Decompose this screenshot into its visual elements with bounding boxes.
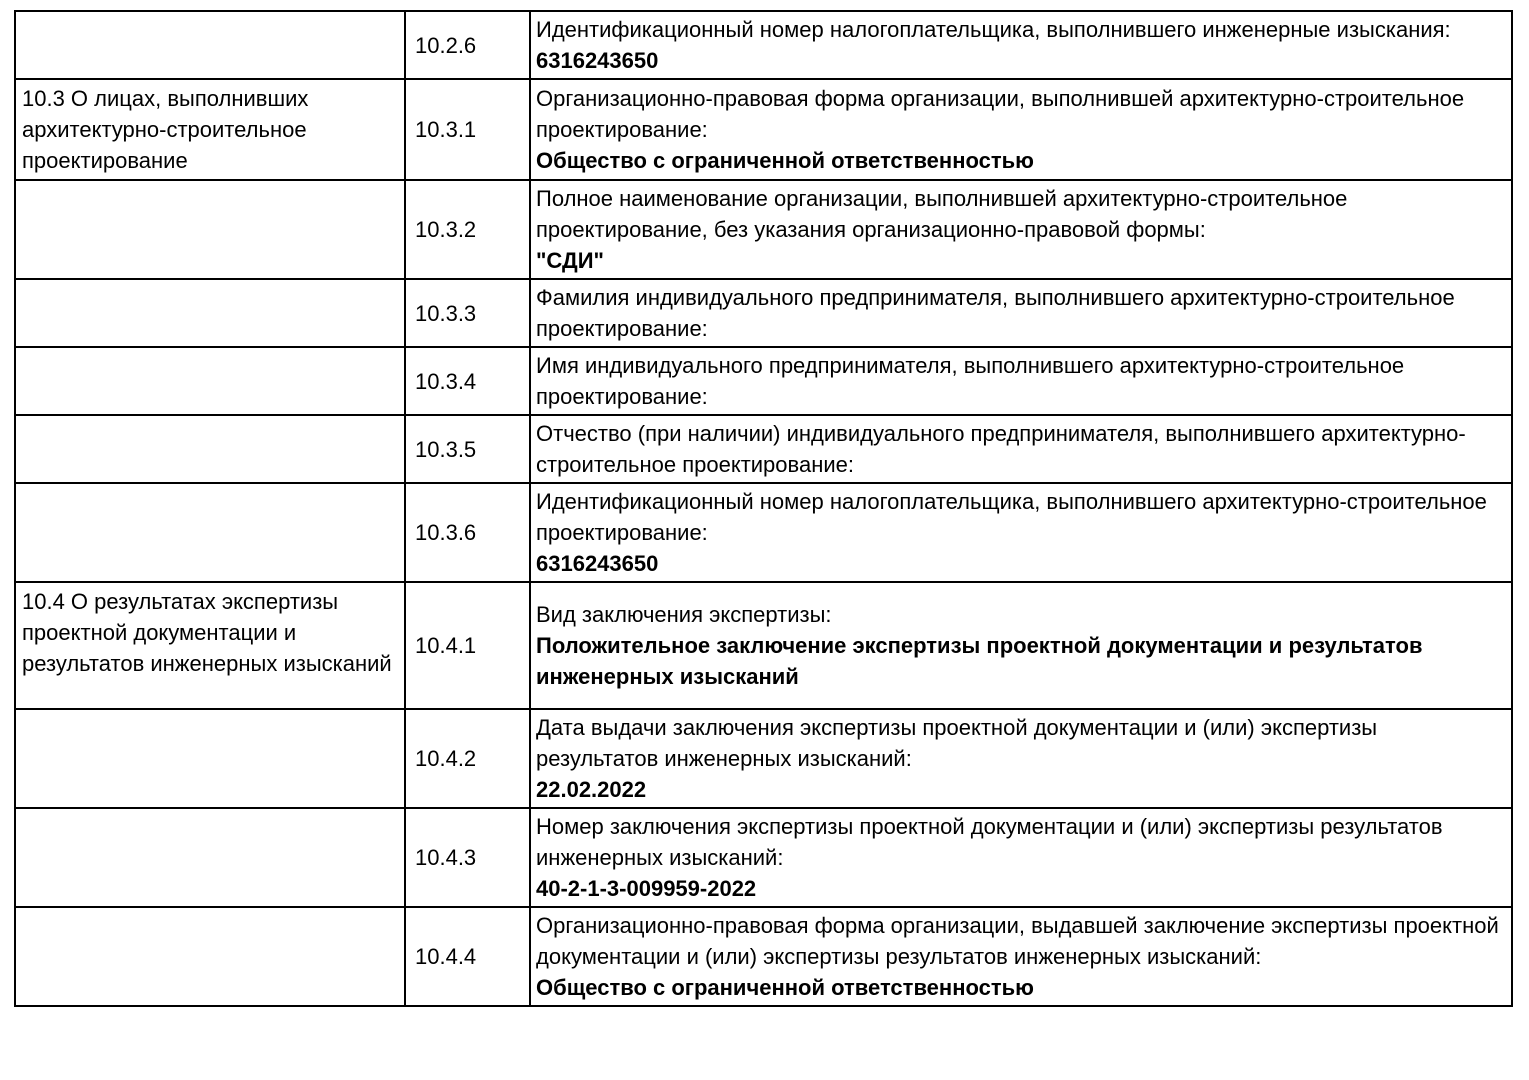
- field-label: Идентификационный номер налогоплательщика, выполнившего инженерные изыскания:: [536, 17, 1451, 42]
- section-title-cell: [15, 11, 405, 79]
- field-label: Фамилия индивидуального предпринимателя, выполнившего архитектурно-строительное проектирование:: [536, 285, 1455, 341]
- field-label: Организационно-правовая форма организации, выдавшей заключение экспертизы проектной документации и (или) экспертизы результатов инженерных изысканий:: [536, 913, 1499, 969]
- field-value: "СДИ": [536, 248, 604, 273]
- table-row: [15, 808, 1512, 907]
- item-number-cell: 10.3.2: [405, 180, 530, 279]
- content-cell: [530, 279, 1512, 347]
- declaration-table: [14, 10, 1513, 1007]
- table-row: [15, 582, 1512, 709]
- section-title-cell: 10.3 О лицах, выполнивших архитектурно-строительное проектирование: [15, 79, 405, 180]
- table-row: [15, 347, 1512, 415]
- item-number-cell: 10.4.3: [405, 808, 530, 907]
- field-label: Дата выдачи заключения экспертизы проектной документации и (или) экспертизы результатов инженерных изысканий:: [536, 715, 1378, 771]
- field-value: Положительное заключение экспертизы проектной документации и результатов инженерных изысканий: [536, 633, 1423, 689]
- field-label: Номер заключения экспертизы проектной документации и (или) экспертизы результатов инженерных изысканий:: [536, 814, 1443, 870]
- table-row: [15, 709, 1512, 808]
- item-number-cell: 10.3.6: [405, 483, 530, 582]
- item-number-cell: 10.4.2: [405, 709, 530, 808]
- field-label: Отчество (при наличии) индивидуального предпринимателя, выполнившего архитектурно-строительное проектирование:: [536, 421, 1466, 477]
- table-row: [15, 415, 1512, 483]
- table-row: [15, 483, 1512, 582]
- field-value: 6316243650: [536, 48, 659, 73]
- content-cell: [530, 11, 1512, 79]
- content-cell: [530, 808, 1512, 907]
- item-number-cell: 10.3.4: [405, 347, 530, 415]
- table-row: [15, 279, 1512, 347]
- field-label: Идентификационный номер налогоплательщика, выполнившего архитектурно-строительное проектирование:: [536, 489, 1487, 545]
- content-cell: [530, 180, 1512, 279]
- table-row: [15, 11, 1512, 79]
- section-title-cell: [15, 808, 405, 907]
- section-title-cell: [15, 709, 405, 808]
- content-cell: [530, 347, 1512, 415]
- table-row: [15, 180, 1512, 279]
- item-number-cell: 10.3.5: [405, 415, 530, 483]
- field-value: 6316243650: [536, 551, 659, 576]
- section-title-cell: [15, 415, 405, 483]
- content-cell: [530, 907, 1512, 1006]
- section-title-cell: [15, 279, 405, 347]
- field-label: Вид заключения экспертизы:: [536, 602, 832, 627]
- section-title-cell: [15, 907, 405, 1006]
- field-value: Общество с ограниченной ответственностью: [536, 148, 1034, 173]
- item-number-cell: 10.4.4: [405, 907, 530, 1006]
- item-number-cell: 10.2.6: [405, 11, 530, 79]
- field-value: Общество с ограниченной ответственностью: [536, 975, 1034, 1000]
- section-title-cell: 10.4 О результатах экспертизы проектной документации и результатов инженерных изысканий: [15, 582, 405, 709]
- field-label: Имя индивидуального предпринимателя, выполнившего архитектурно-строительное проектирование:: [536, 353, 1405, 409]
- field-value: 40-2-1-3-009959-2022: [536, 876, 757, 901]
- table-row: [15, 907, 1512, 1006]
- item-number-cell: 10.3.1: [405, 79, 530, 180]
- section-title-cell: [15, 483, 405, 582]
- content-cell: [530, 415, 1512, 483]
- table-body: [15, 11, 1512, 1006]
- content-cell: [530, 582, 1512, 709]
- content-cell: [530, 79, 1512, 180]
- item-number-cell: 10.3.3: [405, 279, 530, 347]
- item-number-cell: 10.4.1: [405, 582, 530, 709]
- field-label: Полное наименование организации, выполнившей архитектурно-строительное проектирование, без указания организационно-правовой формы:: [536, 186, 1348, 242]
- section-title-cell: [15, 180, 405, 279]
- field-label: Организационно-правовая форма организации, выполнившей архитектурно-строительное проектирование:: [536, 86, 1465, 142]
- section-title-cell: [15, 347, 405, 415]
- field-value: 22.02.2022: [536, 777, 647, 802]
- content-cell: [530, 709, 1512, 808]
- content-cell: [530, 483, 1512, 582]
- table-row: [15, 79, 1512, 180]
